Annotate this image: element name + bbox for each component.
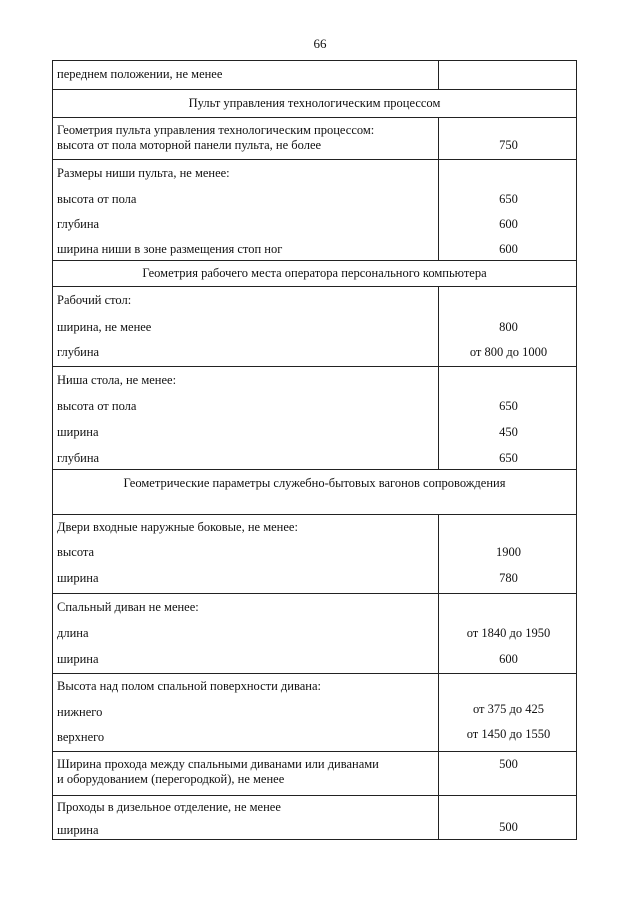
item-label: глубина — [57, 217, 100, 231]
item-label: длина — [57, 626, 89, 640]
item-label: высота — [57, 545, 95, 559]
group-heading: Двери входные наружные боковые, не менее: — [57, 520, 298, 534]
table-group — [53, 286, 576, 366]
item-value: 600 — [499, 217, 518, 231]
item-value: 780 — [499, 571, 518, 585]
item-label: глубина — [57, 451, 100, 465]
item-value: от 1840 до 1950 — [466, 626, 551, 640]
row-label-line1: Ширина прохода между спальными диванами или диванами — [57, 757, 379, 771]
section-header-row — [53, 89, 576, 117]
item-value: от 1450 до 1550 — [466, 727, 551, 741]
requirements-table — [52, 60, 577, 840]
item-value: 600 — [499, 652, 518, 666]
item-label: верхнего — [57, 730, 105, 744]
item-label: ширина, не менее — [57, 320, 152, 334]
table-group — [53, 159, 576, 260]
table-row — [53, 751, 576, 795]
item-label: нижнего — [57, 705, 103, 719]
item-label: ширина — [57, 571, 99, 585]
table-group — [53, 795, 576, 839]
row-label-line1: Геометрия пульта управления технологическим процессом: — [57, 123, 375, 137]
table-row — [53, 117, 576, 159]
item-value: 650 — [499, 399, 518, 413]
section-header: Геометрические параметры служебно-бытовых вагонов сопровождения — [123, 476, 506, 490]
item-value: от 375 до 425 — [472, 702, 545, 716]
group-heading: Размеры ниши пульта, не менее: — [57, 166, 230, 180]
item-value: 800 — [499, 320, 518, 334]
group-heading: Ниша стола, не менее: — [57, 373, 177, 387]
item-label: высота от пола — [57, 399, 137, 413]
item-label: ширина — [57, 652, 99, 666]
item-value: 600 — [499, 242, 518, 256]
row-label-line2: высота от пола моторной панели пульта, не более — [57, 138, 322, 152]
column-divider — [438, 61, 439, 89]
group-heading: Спальный диван не менее: — [57, 600, 199, 614]
item-value: 450 — [499, 425, 518, 439]
table-group — [53, 593, 576, 673]
group-heading: Рабочий стол: — [57, 293, 132, 307]
row-label-line2: и оборудованием (перегородкой), не менее — [57, 772, 285, 786]
item-value: 500 — [499, 820, 518, 834]
item-value: 650 — [499, 451, 518, 465]
item-value: от 800 до 1000 — [469, 345, 548, 359]
row-value: 500 — [499, 757, 518, 771]
section-header: Геометрия рабочего места оператора персонального компьютера — [142, 266, 487, 280]
table-group — [53, 514, 576, 593]
section-header-row — [53, 469, 576, 514]
item-label: ширина — [57, 823, 99, 837]
page-number: 66 — [313, 36, 327, 51]
item-value: 1900 — [496, 545, 521, 559]
group-heading: Проходы в дизельное отделение, не менее — [57, 800, 281, 814]
row-value: 750 — [499, 138, 518, 152]
item-label: ширина ниши в зоне размещения стоп ног — [57, 242, 283, 256]
table-row — [53, 61, 576, 89]
item-label: ширина — [57, 425, 99, 439]
row-label: переднем положении, не менее — [57, 67, 223, 81]
item-value: 650 — [499, 192, 518, 206]
item-label: глубина — [57, 345, 100, 359]
item-label: высота от пола — [57, 192, 137, 206]
table-group — [53, 366, 576, 469]
section-header-row — [53, 260, 576, 286]
section-header: Пульт управления технологическим процессом — [188, 96, 441, 110]
group-heading: Высота над полом спальной поверхности дивана: — [57, 679, 321, 693]
table-group — [53, 673, 576, 751]
